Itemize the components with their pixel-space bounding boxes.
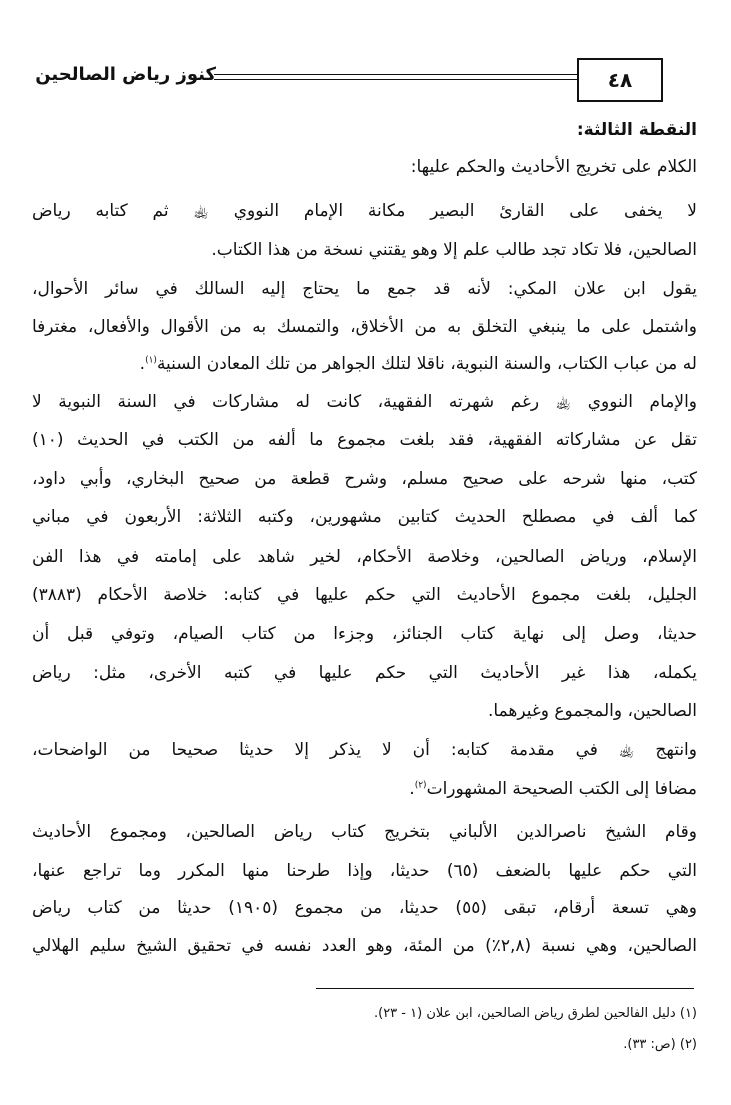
text-line: الصالحين، فلا تكاد تجد طالب علم إلا وهو يقتني نسخة من هذا الكتاب. bbox=[211, 240, 697, 260]
text-line: وانتهج ﵀ في مقدمة كتابه: أن لا يذكر إلا حديثا صحيحا من الواضحات، bbox=[32, 740, 697, 760]
text-line: والإمام النووي ﵀ رغم شهرته الفقهية، كانت له مشاركات في السنة النبوية لا bbox=[32, 392, 697, 412]
text-line: له من عباب الكتاب، والسنة النبوية، ناقلا لتلك الجواهر من تلك المعادن السنية$^{(١)}$. bbox=[139, 354, 697, 374]
text-line: الصالحين، والمجموع وغيرهما. bbox=[488, 701, 697, 721]
page-number: ٤٨ bbox=[607, 68, 633, 92]
text-line: لا يخفى على القارئ البصير مكانة الإمام النووي ﵀ ثم كتابه رياض bbox=[32, 201, 697, 221]
footnote-separator bbox=[316, 988, 694, 989]
text-line: واشتمل على ما ينبغي التخلق به من الأخلاق، والتمسك به من الأقوال والأفعال، مغترفا bbox=[32, 317, 697, 337]
text-line: الإسلام، ورياض الصالحين، وخلاصة الأحكام، لخير شاهد على إمامته في هذا الفن bbox=[32, 547, 697, 567]
text-line: كما ألف في مصطلح الحديث كتابين مشهورين، وكتبه الثلاثة: الأربعون في مباني bbox=[32, 507, 697, 527]
text-line: التي حكم عليها بالضعف (٦٥) حديثا، وإذا طرحنا منها المكرر وما تراجع عنها، bbox=[32, 861, 697, 881]
footnote-marker: (١) bbox=[145, 355, 157, 366]
header-rule bbox=[214, 74, 577, 75]
text-line: الصالحين، وهي نسبة (٢,٨٪) من المئة، وهو العدد نفسه في تحقيق الشيخ سليم الهلالي bbox=[32, 936, 697, 956]
header-rule bbox=[214, 79, 577, 80]
text-line: وقام الشيخ ناصرالدين الألباني بتخريج كتاب رياض الصالحين، ومجموع الأحاديث bbox=[32, 822, 697, 842]
text-line: كتب، منها شرحه على صحيح مسلم، وشرح قطعة من صحيح البخاري، وأبي داود، bbox=[32, 469, 697, 489]
text-line: يكمله، هذا غير الأحاديث التي حكم عليها في كتبه الأخرى، مثل: رياض bbox=[32, 663, 697, 683]
text-line: مضافا إلى الكتب الصحيحة المشهورات$^{(٢)}$. bbox=[409, 779, 697, 799]
section-heading: النقطة الثالثة: bbox=[576, 120, 697, 140]
footnote-marker: (٢) bbox=[414, 780, 427, 791]
footnote: (١) دليل الفالحين لطرق رياض الصالحين، ابن علان (١ - ٢٣). bbox=[373, 1006, 697, 1021]
text-line: الجليل، بلغت مجموع الأحاديث التي حكم عليها في كتابه: خلاصة الأحكام (٣٨٨٣) bbox=[32, 585, 697, 605]
text-line: وهي تسعة أرقام، تبقى (٥٥) حديثا، من مجموع (١٩٠٥) حديثا من كتاب رياض bbox=[32, 898, 697, 918]
text-line: تقل عن مشاركاته الفقهية، فقد بلغت مجموع ما ألفه من الكتب في الحديث (١٠) bbox=[32, 430, 697, 450]
running-title: كنوز رياض الصالحين bbox=[35, 64, 216, 85]
text-line: الكلام على تخريج الأحاديث والحكم عليها: bbox=[410, 157, 697, 177]
text-line: حديثا، وصل إلى نهاية كتاب الجنائز، وجزءا من كتاب الصيام، وتوفي قبل أن bbox=[32, 624, 697, 644]
footnote: (٢) (ص: ٣٣). bbox=[623, 1037, 697, 1052]
page-number-box bbox=[577, 58, 663, 102]
text-line: يقول ابن علان المكي: لأنه قد جمع ما يحتاج إليه السالك في سائر الأحوال، bbox=[32, 279, 697, 299]
